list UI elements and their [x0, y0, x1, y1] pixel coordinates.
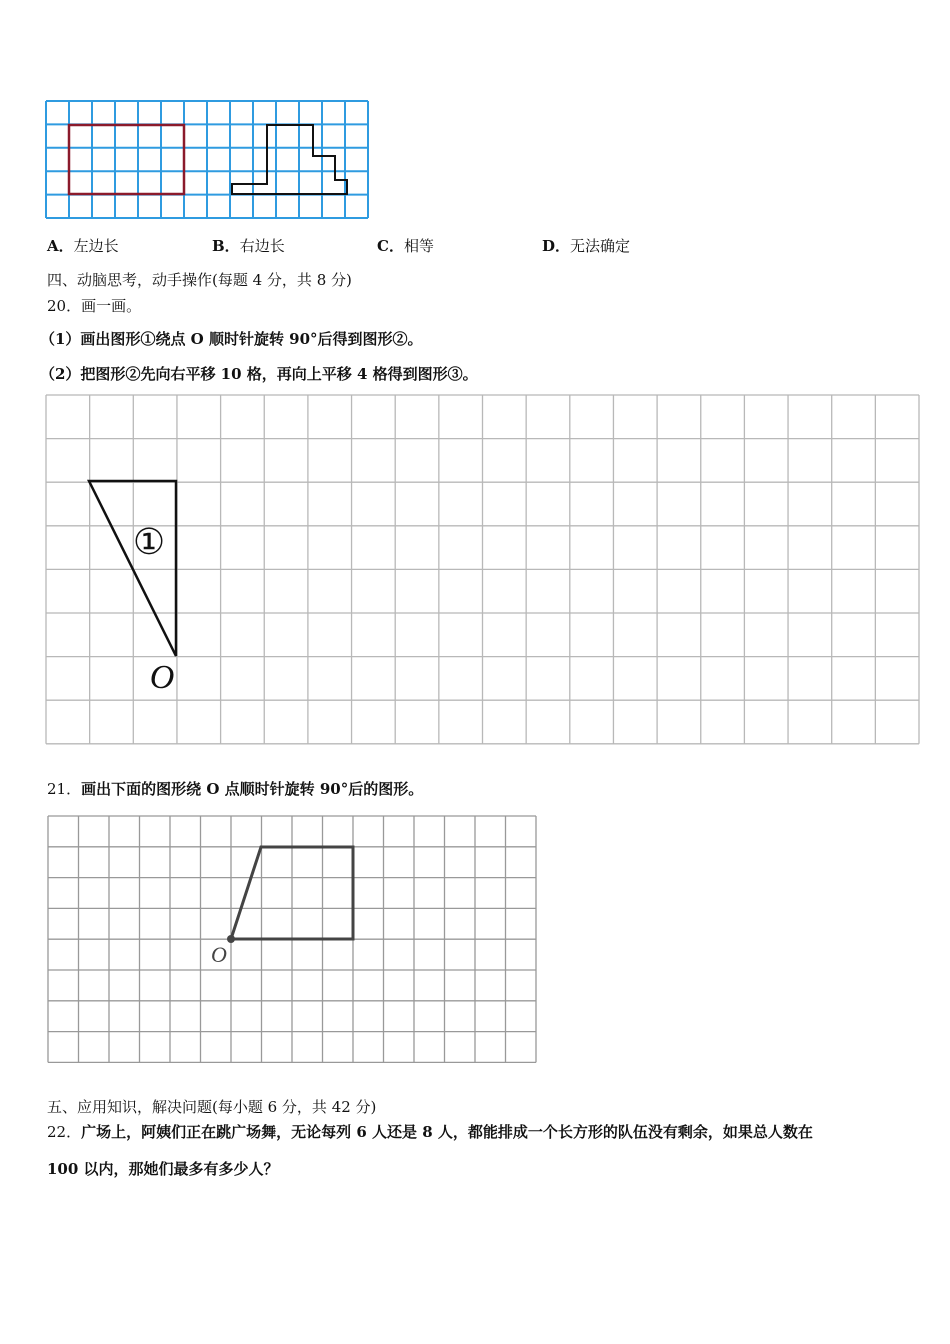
q20-number: 20．: [47, 297, 82, 315]
q19-right-shape: [232, 125, 347, 194]
q21-point-label: O: [211, 942, 227, 967]
section-5-title: 五、应用知识，解决问题(每小题 6 分，共 42 分): [47, 1098, 377, 1116]
q22-line1: 22．广场上，阿姨们正在跳广场舞，无论每列 6 人还是 8 人，都能排成一个长方形的队伍没有剩余，如果总人数在: [47, 1123, 813, 1141]
q19-blue-grid: [46, 101, 368, 218]
q19-option-b[interactable]: B．右边长: [212, 237, 285, 255]
q20-shape-label: ①: [132, 522, 166, 563]
q20-triangle-shape-1: [89, 481, 176, 656]
q19-option-c[interactable]: C．相等: [377, 237, 434, 255]
q19-option-d[interactable]: D．无法确定: [542, 237, 631, 255]
section-4-title: 四、动脑思考，动手操作(每题 4 分，共 8 分): [47, 271, 352, 289]
q20-point-label: O: [149, 659, 175, 696]
q22-line2: 100 以内，那她们最多有多少人？: [47, 1160, 279, 1178]
q22-number: 22．: [47, 1123, 82, 1141]
q20-part1: （1）画出图形①绕点 O 顺时针旋转 90°后得到图形②。: [40, 330, 423, 348]
q19-left-rectangle: [69, 125, 184, 194]
q21-number: 21．: [47, 780, 82, 798]
q21-grid-figure[interactable]: [47, 815, 536, 1063]
q21-title: 21．画出下面的图形绕 O 点顺时针旋转 90°后的图形。: [47, 780, 424, 798]
q20-grid-figure[interactable]: [45, 394, 920, 744]
q19-grid-figure: [45, 100, 371, 220]
q19-option-a[interactable]: A．左边长: [47, 237, 119, 255]
q20-title: 20．画一画。: [47, 297, 142, 315]
q21-point-o: [227, 935, 235, 943]
q20-part2: （2）把图形②先向右平移 10 格，再向上平移 4 格得到图形③。: [40, 365, 478, 383]
